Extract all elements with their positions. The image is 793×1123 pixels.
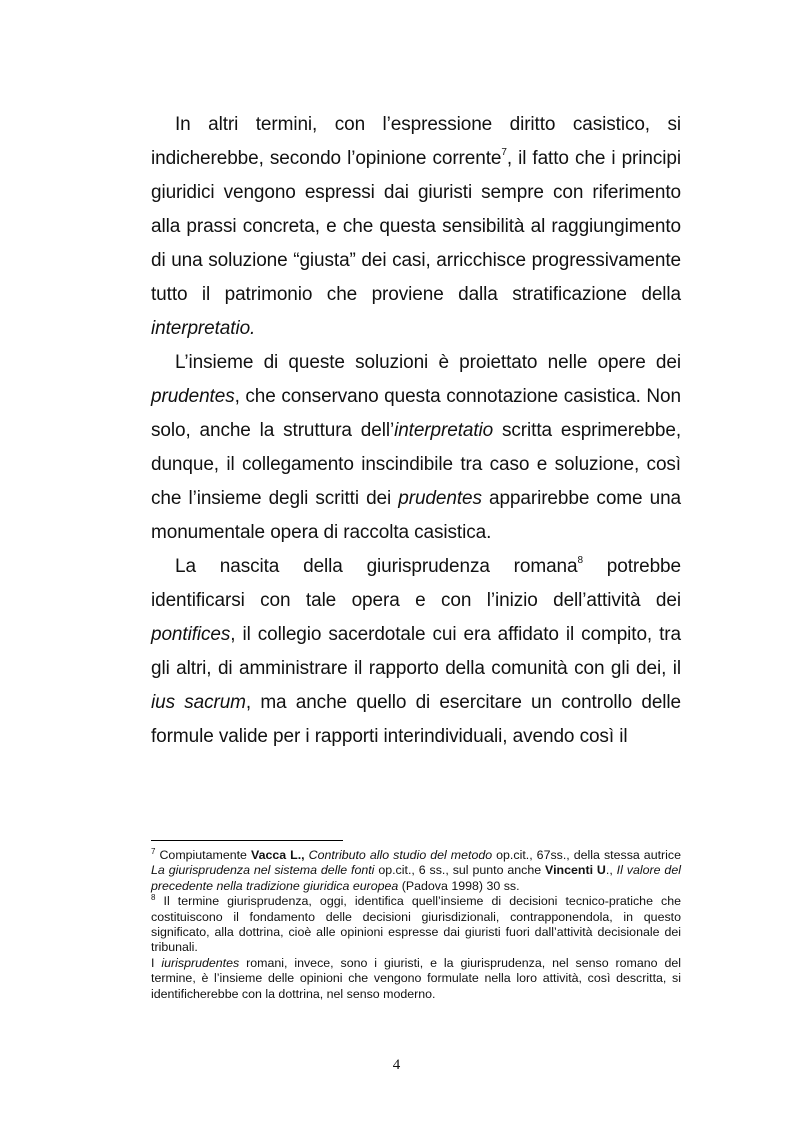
text-run: ., (605, 863, 617, 878)
text-run: , il fatto che i principi giuridici vengono espressi dai giuristi sempre con riferimento alla prassi concreta, e che questa sensibilità al raggiungimento di una soluzione “giusta” dei casi, arricchisce progressivamente tutto il patrimonio che proviene dalla stratificazione della (151, 148, 681, 305)
text-run: Vacca L., (250, 848, 305, 862)
text-run: (Padova 1998) 30 ss. (398, 878, 520, 893)
text-run: interpretatio. (151, 318, 256, 339)
footnote (151, 956, 681, 1002)
text-run: op.cit., 67ss., della stessa autrice (492, 848, 681, 862)
footnote (151, 848, 681, 894)
text-run: In altri termini, con l’espressione diritto casistico, si indicherebbe, secondo l’opinione corrente (151, 114, 681, 169)
text-run: Il termine giurisprudenza, oggi, identifica quell’insieme di decisioni tecnico-pratiche che costituiscono il fondamento delle decisioni giurisdizionali, contrapponendola, in questo significato, alla dottrina, cioè alle opinioni espresse dai giuristi fuori dall’attività decisionale dei tribunali. (151, 894, 681, 955)
text-run: op.cit., 6 ss., sul punto anche (374, 863, 546, 878)
text-run: Vincenti U (545, 863, 606, 878)
text-run: , ma anche quello di esercitare un controllo delle formule valide per i rapporti interindividuali, avendo così il (151, 692, 681, 747)
text-run: romani, invece, sono i giuristi, e la giurisprudenza, nel senso romano del termine, è l’insieme delle opinioni che vengono formulate nella loro attività, così descritta, si identificherebbe con la dottrina, nel senso moderno. (151, 955, 681, 1001)
text-run: , che conservano questa connotazione casistica. Non solo, anche la struttura dell’ (151, 386, 681, 441)
text-run: Compiutamente (155, 848, 251, 862)
footnote-ref: 8 (151, 893, 156, 903)
text-run: iurisprudentes (161, 955, 240, 970)
footnote-ref: 8 (577, 555, 583, 566)
footnotes (151, 848, 681, 1002)
text-run: I (151, 955, 162, 970)
text-run: La giurisprudenza nel sistema delle fonti (151, 863, 375, 878)
text-run: potrebbe identificarsi con tale opera e con l’inizio dell’attività dei (151, 556, 681, 611)
text-run: scritta esprimerebbe, dunque, il collegamento inscindibile tra caso e soluzione, così che l’insieme degli scritti dei (151, 420, 681, 509)
text-run: apparirebbe come una monumentale opera di raccolta casistica. (151, 488, 681, 543)
paragraph (151, 550, 681, 754)
text-run: , il collegio sacerdotale cui era affidato il compito, tra gli altri, di amministrare il rapporto della comunità con gli dei, il (151, 624, 681, 679)
text-run: La nascita della giurisprudenza romana (175, 556, 578, 577)
paragraph (151, 108, 681, 346)
text-run: pontifices (151, 624, 231, 645)
footnote-ref: 7 (501, 147, 507, 158)
footnote-ref: 7 (151, 847, 156, 856)
text-run: prudentes (398, 488, 482, 509)
text-run: ius sacrum (151, 692, 246, 713)
text-run: L’insieme di queste soluzioni è proiettato nelle opere dei (175, 352, 681, 373)
paragraph (151, 346, 681, 550)
body-text (151, 108, 681, 754)
text-run: Contributo allo studio del metodo (308, 848, 493, 862)
footnote (151, 894, 681, 956)
footnote-separator (151, 840, 343, 841)
page-number: 4 (392, 1057, 401, 1073)
text-run: interpretatio (394, 420, 494, 441)
text-run: prudentes (151, 386, 235, 407)
text-run: Il valore del precedente nella tradizione giuridica europea (151, 863, 681, 893)
